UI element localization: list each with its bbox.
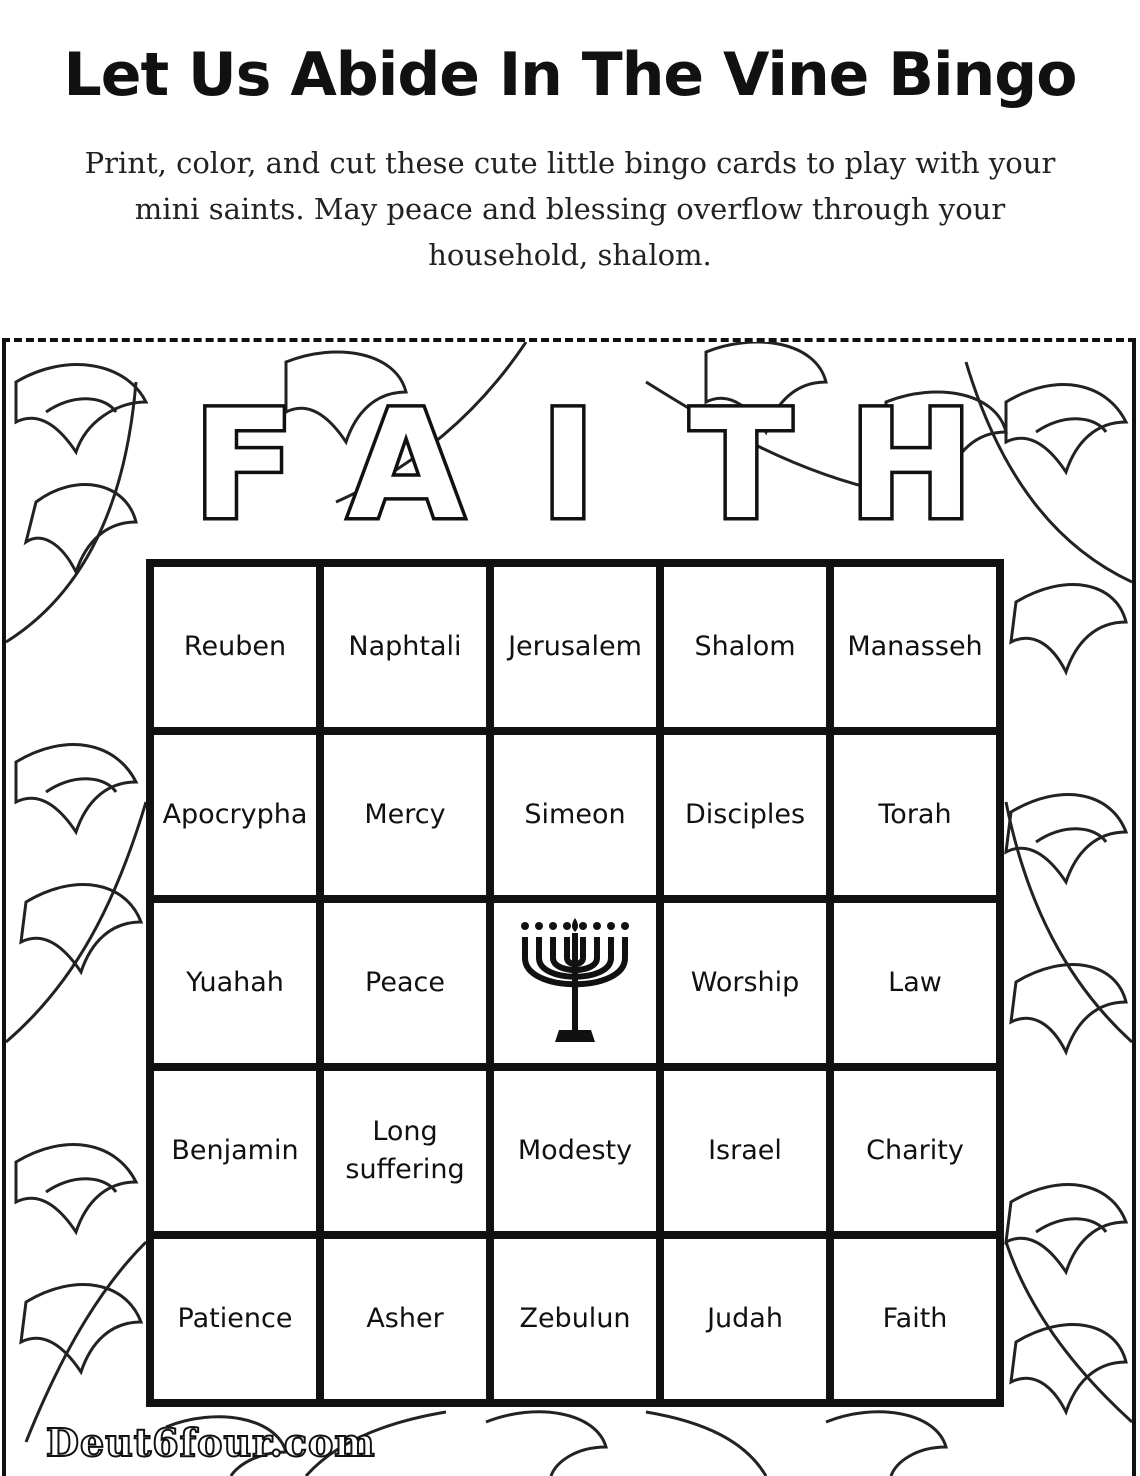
bingo-cell: Yuahah [154, 903, 316, 1063]
bingo-cell: Peace [324, 903, 486, 1063]
heading-letter-i: I [540, 379, 596, 553]
heading-letter-f: F [192, 379, 296, 553]
bingo-cell: Asher [324, 1239, 486, 1399]
heading-letter-t: T [689, 379, 793, 553]
bingo-cell: Worship [664, 903, 826, 1063]
menorah-icon [515, 918, 635, 1048]
bingo-cell: Zebulun [494, 1239, 656, 1399]
bingo-cell: Shalom [664, 567, 826, 727]
bingo-cell: Modesty [494, 1071, 656, 1231]
bingo-cell: Jerusalem [494, 567, 656, 727]
bingo-cell: Law [834, 903, 996, 1063]
heading-letter-h: H [848, 379, 974, 553]
bingo-cell: Charity [834, 1071, 996, 1231]
bingo-grid [146, 559, 1004, 1407]
bingo-cell: Long suffering [324, 1071, 486, 1231]
bingo-card [2, 338, 1136, 1476]
bingo-cell: Naphtali [324, 567, 486, 727]
page-title: Let Us Abide In The Vine Bingo [63, 40, 1077, 110]
bingo-cell: Patience [154, 1239, 316, 1399]
bingo-cell: Torah [834, 735, 996, 895]
bingo-cell: Disciples [664, 735, 826, 895]
bingo-cell: Mercy [324, 735, 486, 895]
bingo-cell: Benjamin [154, 1071, 316, 1231]
bingo-cell: Judah [664, 1239, 826, 1399]
bingo-cell: Israel [664, 1071, 826, 1231]
bingo-cell: Apocrypha [154, 735, 316, 895]
bingo-free-space [494, 903, 656, 1063]
bingo-cell: Manasseh [834, 567, 996, 727]
bingo-cell: Reuben [154, 567, 316, 727]
faith-heading [6, 342, 1132, 562]
bingo-cell: Simeon [494, 735, 656, 895]
heading-letter-a: A [347, 379, 465, 553]
instructions-text: Print, color, and cut these cute little bingo cards to play with your mini saints. May peace and blessing overflow through your household, shalom. [84, 146, 1056, 272]
bingo-cell: Faith [834, 1239, 996, 1399]
website-watermark: Deut6four.com [46, 1420, 376, 1465]
